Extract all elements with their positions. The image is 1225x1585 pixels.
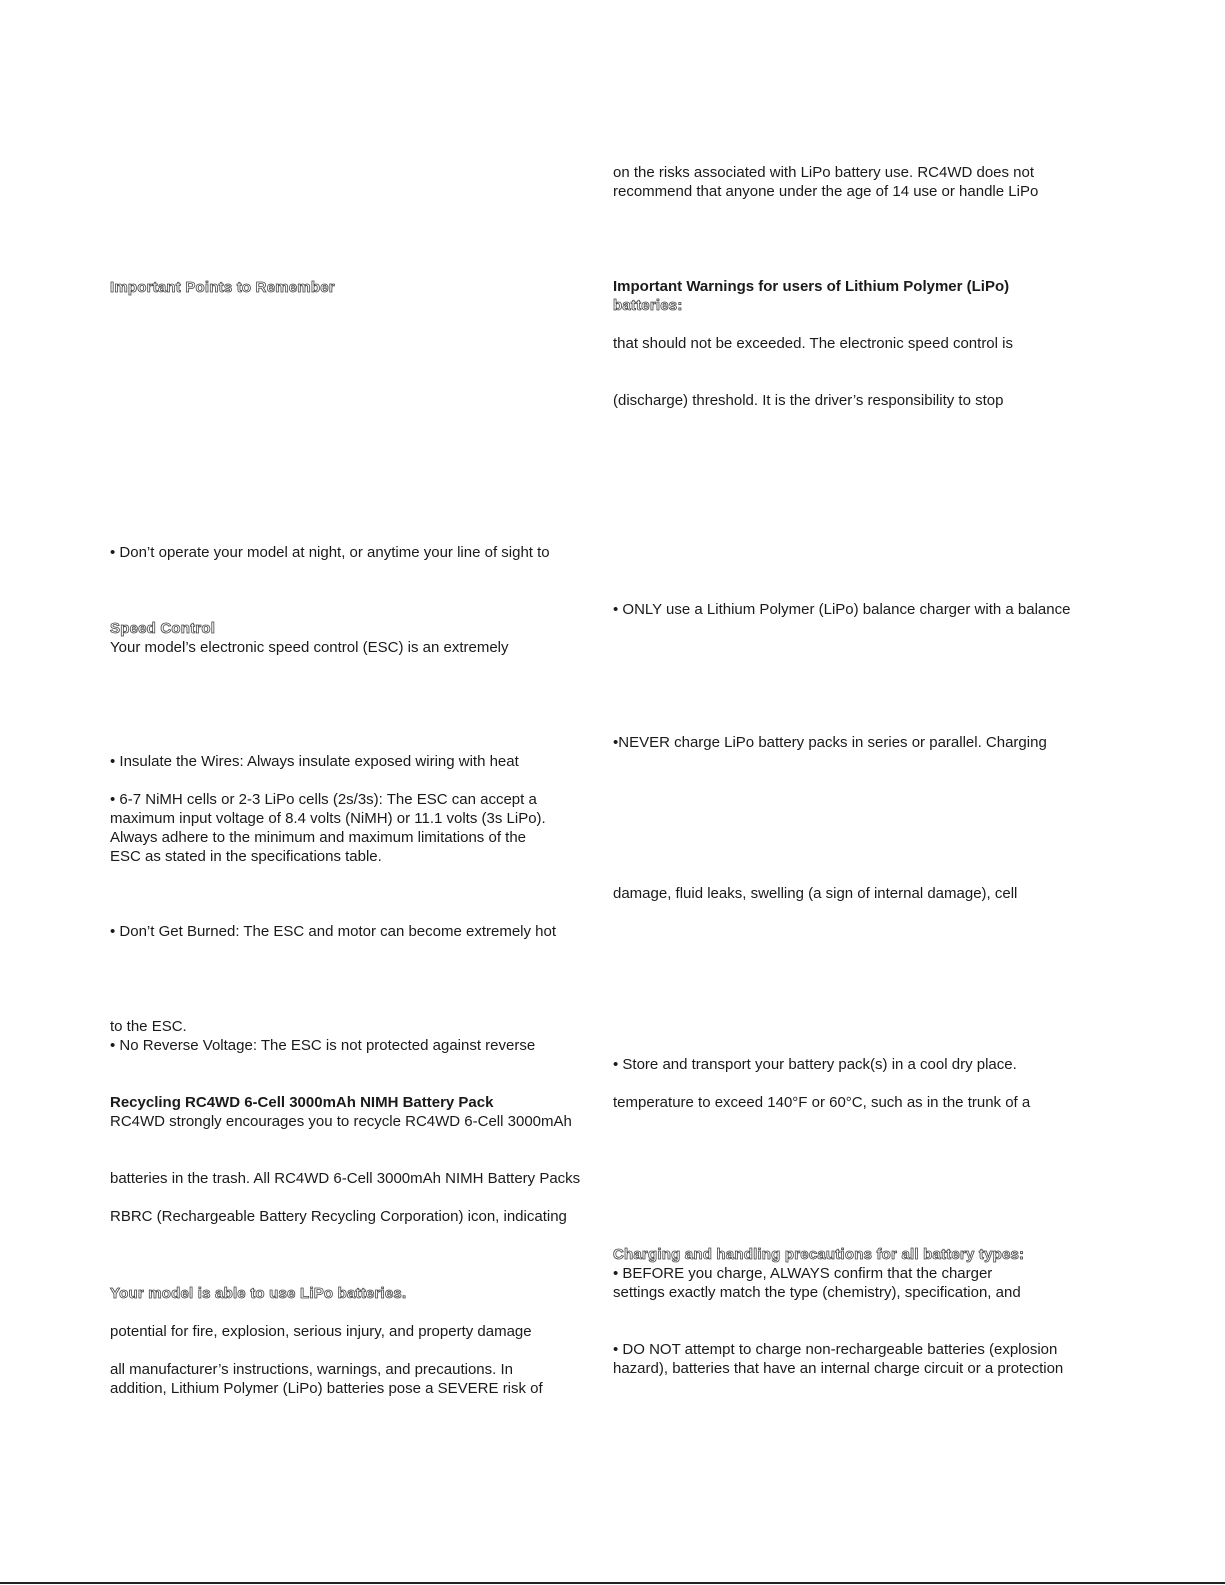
- recycling-text-line-2: batteries in the trash. All RC4WD 6-Cell 3000mAh NIMH Battery Packs: [110, 1170, 581, 1187]
- to-the-esc-text: to the ESC.: [110, 1018, 187, 1035]
- insulate-wires-text: • Insulate the Wires: Always insulate exposed wiring with heat: [110, 753, 519, 770]
- cells-text-line-1: • 6-7 NiMH cells or 2-3 LiPo cells (2s/3s): The ESC can accept a: [110, 791, 537, 808]
- balance-charger-text: • ONLY use a Lithium Polymer (LiPo) balance charger with a balance: [613, 601, 1071, 618]
- important-points-heading: Important Points to Remember: [110, 279, 335, 296]
- risks-text-line-2: recommend that anyone under the age of 14 use or handle LiPo: [613, 183, 1039, 200]
- warnings-heading-line-2: batteries:: [613, 297, 683, 314]
- recycling-text-line-3: RBRC (Rechargeable Battery Recycling Corporation) icon, indicating: [110, 1208, 567, 1225]
- charging-precautions-heading: Charging and handling precautions for all battery types:: [613, 1246, 1025, 1263]
- cells-text-line-2: maximum input voltage of 8.4 volts (NiMH) or 11.1 volts (3s LiPo).: [110, 810, 546, 827]
- store-transport-text: • Store and transport your battery pack(s) in a cool dry place.: [613, 1056, 1017, 1073]
- discharge-text: (discharge) threshold. It is the driver’s responsibility to stop: [613, 392, 1004, 409]
- cells-text-line-4: ESC as stated in the specifications table.: [110, 848, 382, 865]
- lipo-text-line-1: potential for fire, explosion, serious injury, and property damage: [110, 1323, 532, 1340]
- speed-control-intro-text: Your model’s electronic speed control (ESC) is an extremely: [110, 639, 509, 656]
- before-charge-text-line-1: • BEFORE you charge, ALWAYS confirm that the charger: [613, 1265, 993, 1282]
- risks-text-line-1: on the risks associated with LiPo battery use. RC4WD does not: [613, 164, 1035, 181]
- bottom-border-rule: [0, 1582, 1225, 1584]
- do-not-charge-text-line-2: hazard), batteries that have an internal charge circuit or a protection: [613, 1360, 1064, 1377]
- exceeded-text: that should not be exceeded. The electronic speed control is: [613, 335, 1013, 352]
- recycling-text-line-1: RC4WD strongly encourages you to recycle RC4WD 6-Cell 3000mAh: [110, 1113, 572, 1130]
- lipo-text-line-2: all manufacturer’s instructions, warnings, and precautions. In: [110, 1361, 513, 1378]
- burned-warning-text: • Don’t Get Burned: The ESC and motor can become extremely hot: [110, 923, 557, 940]
- speed-control-heading: Speed Control: [110, 620, 216, 637]
- recycling-heading: Recycling RC4WD 6-Cell 3000mAh NIMH Battery Pack: [110, 1094, 494, 1111]
- before-charge-text-line-2: settings exactly match the type (chemistry), specification, and: [613, 1284, 1021, 1301]
- never-charge-text: •NEVER charge LiPo battery packs in series or parallel. Charging: [613, 734, 1047, 751]
- reverse-voltage-text: • No Reverse Voltage: The ESC is not protected against reverse: [110, 1037, 536, 1054]
- warnings-heading-line-1: Important Warnings for users of Lithium Polymer (LiPo): [613, 278, 1010, 295]
- lipo-heading: Your model is able to use LiPo batteries.: [110, 1285, 407, 1302]
- night-warning-text: • Don’t operate your model at night, or anytime your line of sight to: [110, 544, 550, 561]
- lipo-text-line-3: addition, Lithium Polymer (LiPo) batteries pose a SEVERE risk of: [110, 1380, 543, 1397]
- damage-text: damage, fluid leaks, swelling (a sign of internal damage), cell: [613, 885, 1018, 902]
- cells-text-line-3: Always adhere to the minimum and maximum limitations of the: [110, 829, 527, 846]
- do-not-charge-text-line-1: • DO NOT attempt to charge non-rechargeable batteries (explosion: [613, 1341, 1058, 1358]
- temperature-text: temperature to exceed 140°F or 60°C, such as in the trunk of a: [613, 1094, 1031, 1111]
